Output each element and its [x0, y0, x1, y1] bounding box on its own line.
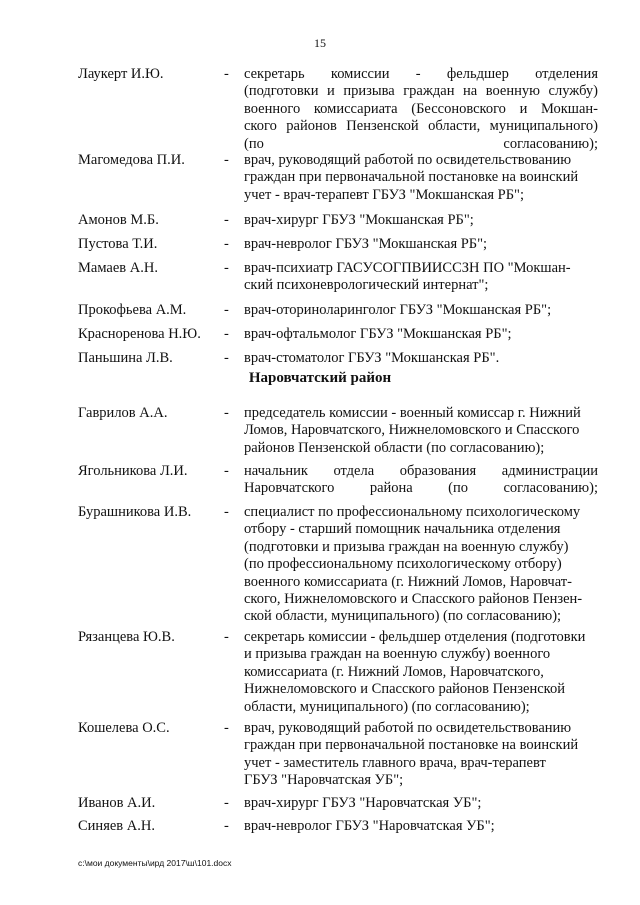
member-dash: - [224, 720, 229, 736]
member-row [0, 795, 640, 818]
member-description: врач-хирург ГБУЗ "Мокшанская РБ"; [244, 212, 474, 228]
member-description: врач-оториноларинголог ГБУЗ "Мокшанская РБ"; [244, 302, 552, 318]
member-dash: - [224, 302, 229, 318]
member-row [0, 302, 640, 326]
member-name: Магомедова П.И. [78, 152, 185, 168]
member-name: Прокофьева А.М. [78, 302, 187, 318]
member-row [0, 463, 640, 504]
member-name: Паньшина Л.В. [78, 350, 173, 366]
member-description: секретарь комиссии - фельдшер отделения (подготовки и призыва граждан на военную службу) военного комиссариата (Бессоновского и Мокшан- ского районов Пензенской области, муниципального) (по согласованию); [244, 66, 598, 152]
member-description: секретарь комиссии - фельдшер отделения (подготовки и призыва граждан на военную службу) военного комиссариата (г. Нижний Ломов, Наровчатского, Нижнеломовского и Спасского районов Пензенской области, муниципального) (по согласованию); [244, 629, 586, 715]
member-name: Бурашникова И.В. [78, 504, 192, 520]
member-dash: - [224, 795, 229, 811]
member-row [0, 818, 640, 841]
member-description: врач-невролог ГБУЗ "Наровчатская УБ"; [244, 818, 495, 834]
member-row [0, 504, 640, 629]
member-description: врач-невролог ГБУЗ "Мокшанская РБ"; [244, 236, 488, 252]
member-dash: - [224, 236, 229, 252]
member-dash: - [224, 405, 229, 421]
member-name: Лаукерт И.Ю. [78, 66, 164, 82]
member-name: Кошелева О.С. [78, 720, 170, 736]
member-name: Ягольникова Л.И. [78, 463, 188, 479]
member-row [0, 66, 640, 152]
footer-file-path: c:\мои документы\ирд 2017\ш\101.docx [78, 858, 232, 868]
member-name: Синяев А.Н. [78, 818, 155, 834]
member-dash: - [224, 260, 229, 276]
member-dash: - [224, 629, 229, 645]
member-description: врач, руководящий работой по освидетельствованию граждан при первоначальной постановке на воинский учет - заместитель главного врача, врач-терапевт ГБУЗ "Наровчатская УБ"; [244, 720, 579, 789]
commission-list-mokshan [0, 66, 640, 374]
member-description: врач-хирург ГБУЗ "Наровчатская УБ"; [244, 795, 482, 811]
member-dash: - [224, 326, 229, 342]
member-name: Иванов А.И. [78, 795, 156, 811]
commission-list-narovchat [0, 405, 640, 841]
member-row [0, 720, 640, 795]
member-name: Амонов М.Б. [78, 212, 159, 228]
member-row [0, 212, 640, 236]
page-number: 15 [314, 36, 326, 50]
member-row [0, 405, 640, 463]
member-name: Рязанцева Ю.В. [78, 629, 175, 645]
member-description: начальник отдела образования администрации Наровчатского района (по согласованию); [244, 463, 598, 497]
member-row [0, 629, 640, 720]
member-dash: - [224, 152, 229, 168]
member-description: председатель комиссии - военный комиссар г. Нижний Ломов, Наровчатского, Нижнеломовского и Спасского районов Пензенской области (по согласованию); [244, 405, 581, 456]
member-name: Гаврилов А.А. [78, 405, 168, 421]
member-dash: - [224, 504, 229, 520]
member-dash: - [224, 463, 229, 479]
member-description: врач-психиатр ГАСУСОГПВИИССЗН ПО "Мокшан- ский психоневрологический интернат"; [244, 260, 571, 294]
member-dash: - [224, 350, 229, 366]
member-description: врач-стоматолог ГБУЗ "Мокшанская РБ". [244, 350, 500, 366]
member-description: специалист по профессиональному психологическому отбору - старший помощник начальника отделения (подготовки и призыва граждан на военную службу) (по профессиональному психологическому отбору) военного комиссариата (г. Нижний Ломов, Наровчат- ского, Нижнеломовского и Спасского районов Пензен- ской области, муниципального) (по согласованию); [244, 504, 583, 625]
member-description: врач, руководящий работой по освидетельствованию граждан при первоначальной постановке на воинский учет - врач-терапевт ГБУЗ "Мокшанская РБ"; [244, 152, 579, 203]
member-name: Красноренова Н.Ю. [78, 326, 201, 342]
member-description: врач-офтальмолог ГБУЗ "Мокшанская РБ"; [244, 326, 512, 342]
member-dash: - [224, 212, 229, 228]
member-row [0, 152, 640, 212]
member-row [0, 326, 640, 350]
member-dash: - [224, 818, 229, 834]
member-name: Мамаев А.Н. [78, 260, 158, 276]
member-dash: - [224, 66, 229, 82]
member-row [0, 260, 640, 302]
section-title: Наровчатский район [248, 370, 392, 386]
member-row [0, 236, 640, 260]
member-name: Пустова Т.И. [78, 236, 158, 252]
